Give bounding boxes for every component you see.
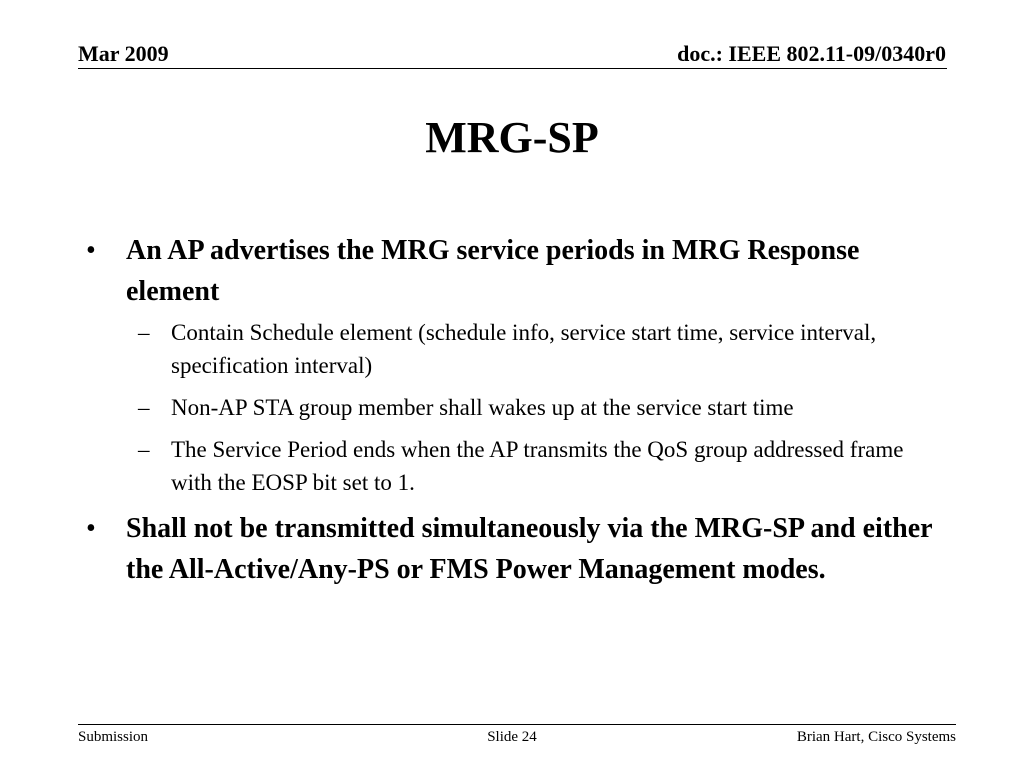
bullet-list <box>84 230 944 590</box>
bullet-item <box>84 230 944 499</box>
slide-title: MRG-SP <box>425 113 599 162</box>
header-doc-id: doc.: IEEE 802.11-09/0340r0 <box>677 41 946 66</box>
sub-bullet-text: Non-AP STA group member shall wakes up at the service start time <box>171 395 794 420</box>
footer-divider <box>78 724 956 725</box>
sub-bullet-text: Contain Schedule element (schedule info, service start time, service interval, specification interval) <box>171 320 877 378</box>
sub-bullet-marker: – <box>138 395 150 420</box>
bullet-marker: • <box>86 513 96 544</box>
bullet-marker: • <box>86 235 96 266</box>
bullet-text: Shall not be transmitted simultaneously via the MRG-SP and either the All-Active/Any-PS or FMS Power Management modes. <box>126 513 933 585</box>
sub-bullet-item <box>126 391 944 424</box>
header-divider <box>78 68 947 69</box>
sub-bullet-marker: – <box>138 437 150 462</box>
header-date: Mar 2009 <box>78 41 169 66</box>
footer-submission: Submission <box>78 729 149 745</box>
bullet-item <box>84 508 944 590</box>
bullet-text: An AP advertises the MRG service periods in MRG Response element <box>126 235 860 307</box>
sub-bullet-list <box>126 316 944 499</box>
footer-author: Brian Hart, Cisco Systems <box>796 729 956 745</box>
sub-bullet-item <box>126 433 944 499</box>
footer-slide-number: Slide 24 <box>487 729 537 745</box>
sub-bullet-text: The Service Period ends when the AP transmits the QoS group addressed frame with the EOSP bit set to 1. <box>171 437 904 495</box>
sub-bullet-item <box>126 316 944 382</box>
sub-bullet-marker: – <box>138 320 150 345</box>
